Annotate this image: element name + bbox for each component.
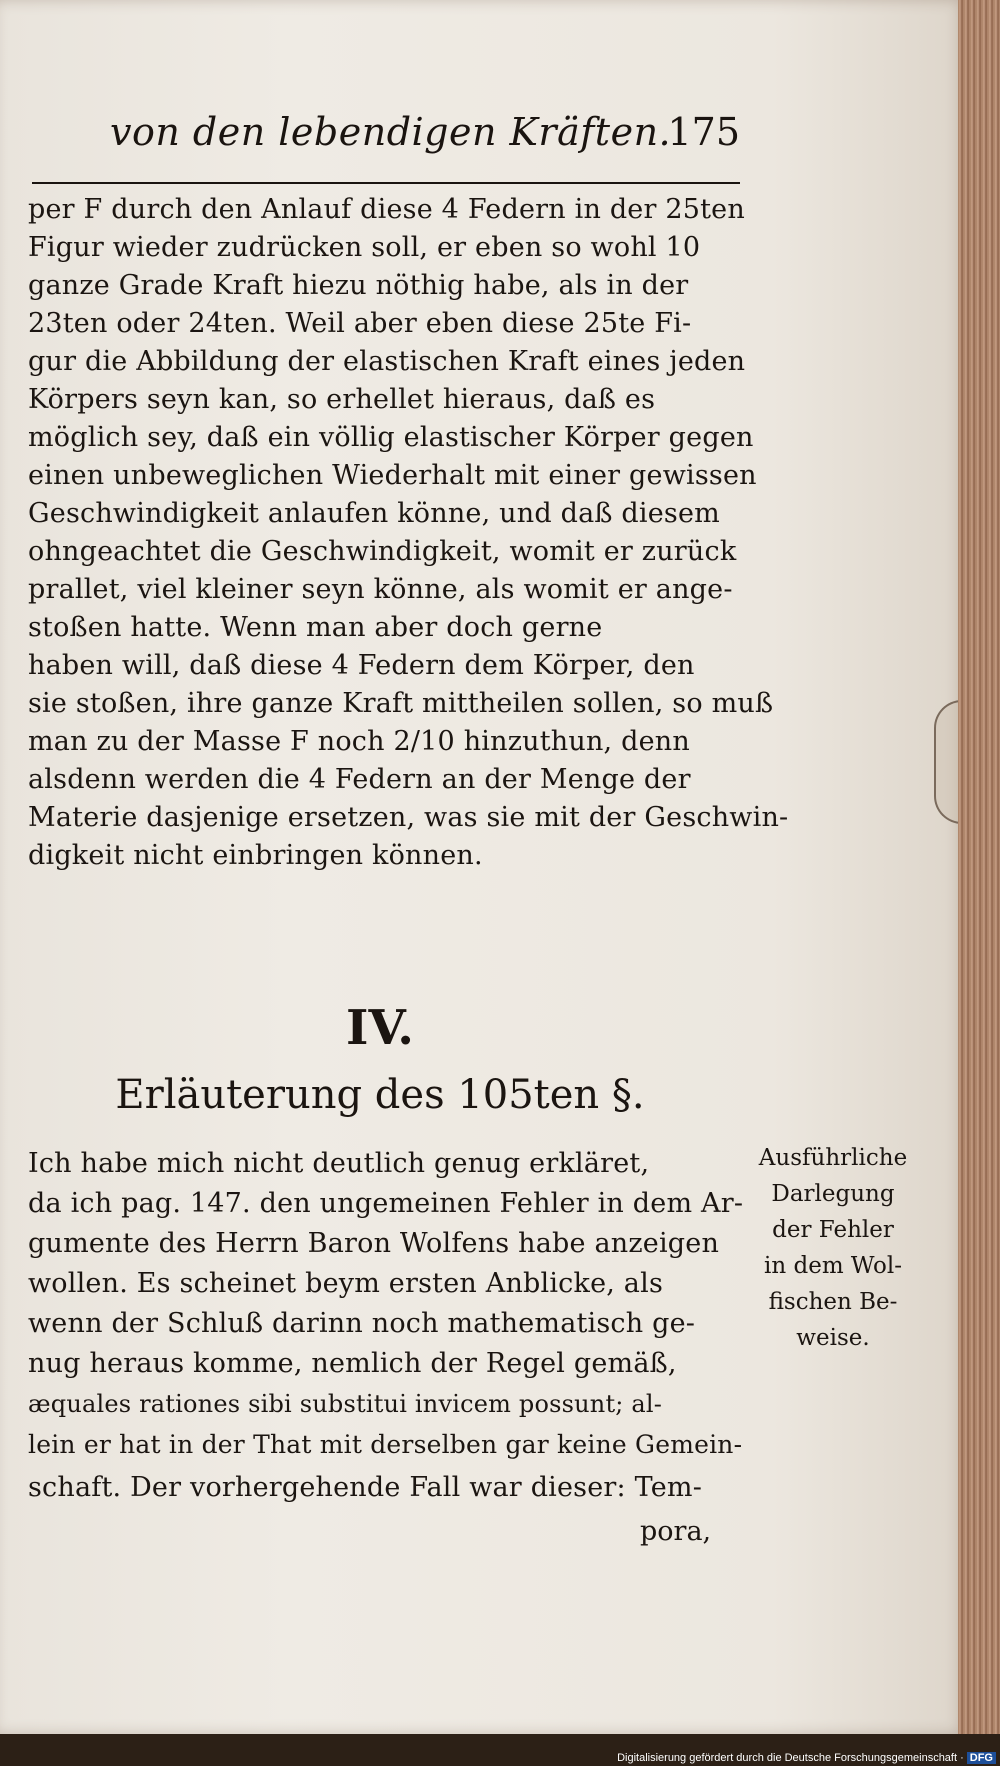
margin-note-line: der Fehler — [772, 1217, 894, 1243]
digitization-credit — [617, 1752, 996, 1764]
credit-text: Digitalisierung gefördert durch die Deutsche Forschungsgemeinschaft · — [617, 1752, 964, 1764]
text-line: haben will, daß diese 4 Federn dem Körper, den — [28, 650, 695, 681]
text-line: alsdenn werden die 4 Federn an der Menge der — [28, 764, 691, 795]
page-number: 175 — [667, 110, 740, 154]
book-spine-edge — [958, 0, 1000, 1734]
text-line: gumente des Herrn Baron Wolfens habe anzeigen — [28, 1228, 720, 1259]
text-line: per F durch den Anlauf diese 4 Federn in der 25ten — [28, 194, 745, 225]
text-line: Geschwindigkeit anlaufen könne, und daß diesem — [28, 498, 720, 529]
text-line: schaft. Der vorhergehende Fall war dieser: Tem- — [28, 1472, 703, 1503]
text-line: æquales rationes sibi substitui invicem possunt; al- — [28, 1390, 663, 1418]
text-line: wenn der Schluß darinn noch mathematisch ge- — [28, 1308, 696, 1339]
text-line: man zu der Masse F noch 2/10 hinzuthun, denn — [28, 726, 690, 757]
text-line: ganze Grade Kraft hiezu nöthig habe, als in der — [28, 270, 689, 301]
text-line: sie stoßen, ihre ganze Kraft mittheilen sollen, so muß — [28, 688, 774, 719]
text-line: Materie dasjenige ersetzen, was sie mit der Geschwin- — [28, 802, 789, 833]
text-line: einen unbeweglichen Wiederhalt mit einer gewissen — [28, 460, 757, 491]
text-line: wollen. Es scheinet beym ersten Anblicke, als — [28, 1268, 663, 1299]
section-title: Erläuterung des 105ten §. — [115, 1072, 645, 1118]
text-line: ohngeachtet die Geschwindigkeit, womit er zurück — [28, 536, 737, 567]
header-rule — [32, 182, 740, 184]
margin-note — [748, 1140, 918, 1356]
text-line: lein er hat in der That mit derselben gar keine Gemein- — [28, 1430, 743, 1459]
text-line: 23ten oder 24ten. Weil aber eben diese 25te Fi- — [28, 308, 692, 339]
margin-note-line: fischen Be- — [768, 1289, 898, 1315]
text-line: möglich sey, daß ein völlig elastischer Körper gegen — [28, 422, 754, 453]
catchword: pora, — [640, 1516, 712, 1547]
text-line: Figur wieder zudrücken soll, er eben so wohl 10 — [28, 232, 701, 263]
running-header — [110, 110, 740, 170]
text-line: prallet, viel kleiner seyn könne, als womit er ange- — [28, 574, 733, 605]
text-line: nug heraus komme, nemlich der Regel gemäß, — [28, 1348, 677, 1379]
margin-note-line: weise. — [796, 1325, 870, 1351]
text-line: gur die Abbildung der elastischen Kraft eines jeden — [28, 346, 746, 377]
text-line: stoßen hatte. Wenn man aber doch gerne — [28, 612, 603, 643]
dfg-logo: DFG — [967, 1752, 996, 1764]
section-number: IV. — [345, 1000, 414, 1056]
text-line: Körpers seyn kan, so erhellet hieraus, daß es — [28, 384, 656, 415]
text-line: Ich habe mich nicht deutlich genug erkläret, — [28, 1148, 650, 1179]
running-title: von den lebendigen Kräften. — [110, 110, 672, 154]
text-line: da ich pag. 147. den ungemeinen Fehler in dem Ar- — [28, 1188, 744, 1219]
margin-note-line: Darlegung — [771, 1181, 895, 1207]
text-line: digkeit nicht einbringen können. — [28, 840, 483, 871]
margin-note-line: in dem Wol- — [764, 1253, 902, 1279]
margin-note-line: Ausführliche — [758, 1145, 908, 1171]
